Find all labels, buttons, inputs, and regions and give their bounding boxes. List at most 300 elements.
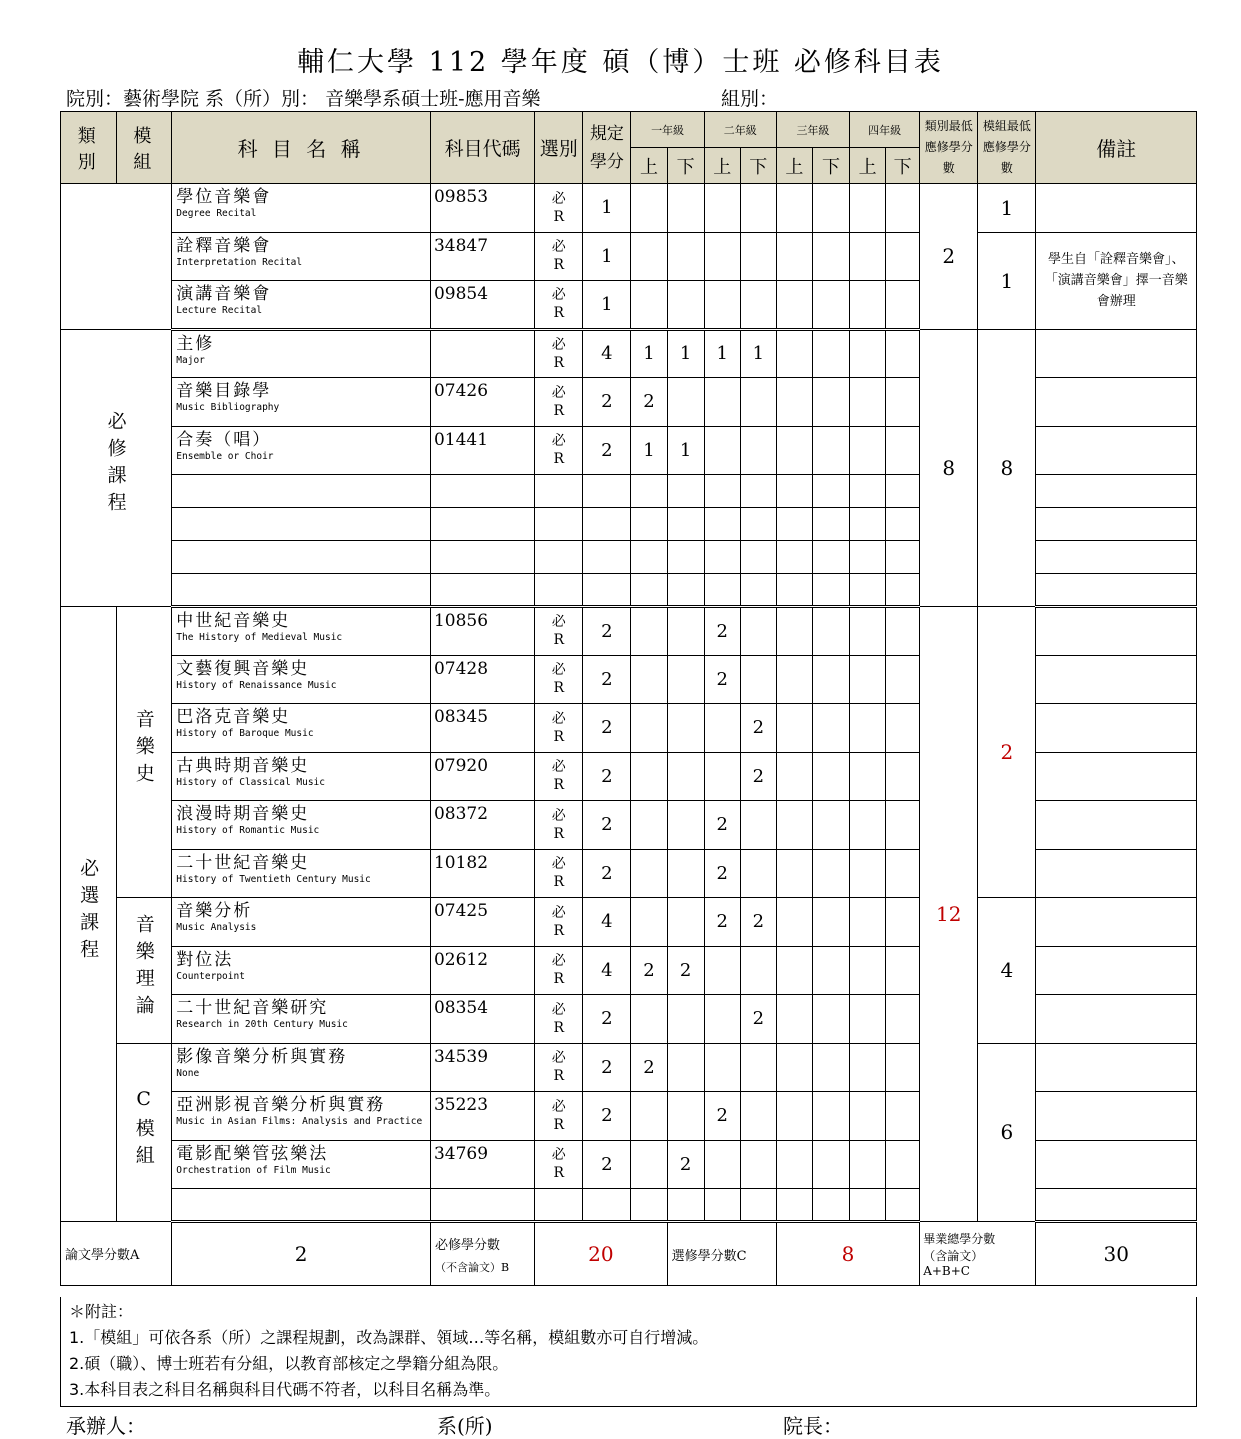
semester-credit	[886, 752, 920, 801]
semester-credit	[812, 378, 849, 427]
semester-credit	[776, 655, 812, 704]
course-name	[172, 426, 431, 475]
semester-credit: 2	[740, 995, 776, 1044]
empty-cell	[583, 475, 631, 508]
remark-cell	[1036, 1092, 1197, 1141]
remark-cell	[1036, 946, 1197, 995]
empty-cell	[430, 541, 534, 574]
credits: 2	[583, 752, 631, 801]
semester-credit	[667, 898, 704, 947]
module-min-credits: 4	[978, 898, 1036, 1044]
course-name-en: Counterpoint	[176, 970, 245, 982]
total-label-line: （含論文）	[923, 1248, 984, 1263]
credits: 2	[583, 655, 631, 704]
course-name-zh: 合奏（唱）	[176, 429, 272, 450]
select-type: 必 R	[535, 1092, 583, 1141]
header-year3: 三年級	[776, 112, 849, 148]
semester-credit	[812, 704, 849, 753]
semester-credit	[850, 1092, 886, 1141]
semester-credit	[850, 704, 886, 753]
semester-credit	[740, 1043, 776, 1092]
course-name-en: Degree Recital	[176, 208, 257, 219]
semester-credit	[740, 801, 776, 850]
course-name-en: None	[176, 1067, 200, 1079]
empty-cell	[172, 475, 431, 508]
semester-credit	[812, 752, 849, 801]
semester-credit	[850, 898, 886, 947]
group-label: 組別：	[721, 88, 779, 110]
semester-credit	[704, 946, 740, 995]
header-upper: 上	[704, 148, 740, 184]
select-type: 必 R	[535, 184, 583, 233]
empty-cell	[812, 508, 849, 541]
empty-cell	[535, 1189, 583, 1222]
credits: 2	[583, 1140, 631, 1189]
course-name-en: Ensemble or Choir	[176, 450, 274, 462]
empty-cell	[776, 1189, 812, 1222]
elective-credits-value: 8	[776, 1222, 919, 1286]
remark-cell	[1036, 378, 1197, 427]
course-name-zh: 音樂分析	[176, 901, 253, 921]
course-code: 02612	[430, 946, 534, 995]
semester-credit	[850, 946, 886, 995]
select-type: 必 R	[535, 378, 583, 427]
course-name-zh: 二十世紀音樂研究	[176, 998, 329, 1018]
semester-credit	[631, 704, 667, 753]
credits: 4	[583, 329, 631, 378]
semester-credit: 2	[740, 752, 776, 801]
semester-credit	[812, 898, 849, 947]
semester-credit	[740, 655, 776, 704]
course-code: 34769	[430, 1140, 534, 1189]
header-year1: 一年級	[631, 112, 704, 148]
total-credits-value: 30	[1036, 1222, 1197, 1286]
header-year4: 四年級	[850, 112, 920, 148]
semester-credit	[740, 1092, 776, 1141]
semester-credit	[812, 801, 849, 850]
empty-cell	[776, 475, 812, 508]
select-type: 必 R	[535, 752, 583, 801]
course-name-en: History of Renaissance Music	[176, 679, 337, 691]
semester-credit	[850, 232, 886, 281]
module-name-text: C模組	[132, 1087, 155, 1172]
note-item: 3.本科目表之科目名稱與科目代碼不符者，以科目名稱為準。	[69, 1380, 501, 1399]
select-type: 必 R	[535, 995, 583, 1044]
semester-credit: 2	[631, 946, 667, 995]
remark-cell	[1036, 508, 1197, 541]
semester-credit	[812, 1092, 849, 1141]
empty-cell	[631, 574, 667, 607]
course-name	[172, 655, 431, 704]
semester-credit: 2	[667, 946, 704, 995]
empty-cell	[535, 475, 583, 508]
empty-cell	[886, 574, 920, 607]
header-course-name: 科 目 名 稱	[172, 112, 431, 184]
course-code: 34539	[430, 1043, 534, 1092]
semester-credit	[704, 184, 740, 233]
semester-credit	[740, 849, 776, 898]
course-name-zh: 電影配樂管弦樂法	[176, 1143, 329, 1164]
course-name-en: The History of Medieval Music	[176, 632, 343, 643]
semester-credit	[886, 329, 920, 378]
required-credits-value: 20	[535, 1222, 667, 1286]
elective-credits-label: 選修學分數C	[667, 1222, 776, 1286]
course-name-zh: 音樂目錄學	[176, 381, 272, 401]
semester-credit	[667, 704, 704, 753]
semester-credit	[850, 329, 886, 378]
semester-credit	[667, 995, 704, 1044]
semester-credit	[886, 995, 920, 1044]
semester-credit	[704, 1043, 740, 1092]
credits: 2	[583, 849, 631, 898]
credits: 4	[583, 898, 631, 947]
semester-credit: 1	[667, 329, 704, 378]
empty-cell	[886, 541, 920, 574]
semester-credit	[667, 849, 704, 898]
module-name	[117, 898, 172, 1044]
header-module-text: 模組	[133, 125, 158, 173]
semester-credit	[704, 281, 740, 330]
semester-credit	[740, 426, 776, 475]
course-code: 35223	[430, 1092, 534, 1141]
total-credits-label	[920, 1222, 1036, 1286]
semester-credit	[667, 281, 704, 330]
select-type: 必 R	[535, 946, 583, 995]
semester-credit	[776, 704, 812, 753]
course-name	[172, 232, 431, 281]
module-name-text: 音樂史	[132, 709, 155, 790]
remark-cell	[1036, 1043, 1197, 1092]
semester-credit	[631, 1092, 667, 1141]
header-remarks: 備註	[1036, 112, 1197, 184]
remark-cell	[1036, 752, 1197, 801]
header-lower: 下	[740, 148, 776, 184]
course-name-en: History of Twentieth Century Music	[176, 873, 371, 885]
semester-credit	[740, 232, 776, 281]
semester-credit	[631, 607, 667, 656]
semester-credit: 1	[667, 426, 704, 475]
empty-cell	[430, 508, 534, 541]
empty-cell	[583, 508, 631, 541]
course-name	[172, 1092, 431, 1141]
notes-heading: ＊附註：	[69, 1302, 134, 1321]
semester-credit	[631, 801, 667, 850]
course-name	[172, 752, 431, 801]
empty-cell	[850, 574, 886, 607]
empty-cell	[704, 1189, 740, 1222]
header-category-text: 類別	[77, 125, 102, 173]
remark-cell	[1036, 329, 1197, 378]
semester-credit	[704, 752, 740, 801]
select-type: 必 R	[535, 655, 583, 704]
empty-cell	[704, 508, 740, 541]
header-lower: 下	[667, 148, 704, 184]
semester-credit	[631, 655, 667, 704]
remark-cell	[1036, 849, 1197, 898]
semester-credit	[886, 801, 920, 850]
remark-cell	[1036, 995, 1197, 1044]
semester-credit	[704, 378, 740, 427]
semester-credit	[850, 849, 886, 898]
course-name-zh: 對位法	[176, 949, 234, 970]
header-year2: 二年級	[704, 112, 776, 148]
course-name-en: Interpretation Recital	[176, 256, 303, 268]
curriculum-table	[60, 111, 1197, 1286]
semester-credit	[704, 995, 740, 1044]
select-type: 必 R	[535, 281, 583, 330]
header-credits-text: 規定學分	[589, 123, 624, 172]
semester-credit	[886, 849, 920, 898]
semester-credit: 2	[704, 801, 740, 850]
select-type: 必 R	[535, 1140, 583, 1189]
empty-cell	[583, 541, 631, 574]
semester-credit: 2	[704, 898, 740, 947]
semester-credit	[776, 607, 812, 656]
course-name-en: History of Classical Music	[176, 776, 325, 788]
semester-credit	[850, 1043, 886, 1092]
semester-credit	[776, 752, 812, 801]
semester-credit: 2	[704, 849, 740, 898]
required-label-line: 必修學分數	[434, 1237, 500, 1253]
course-name-zh: 學位音樂會	[176, 187, 272, 207]
category-required	[61, 329, 172, 607]
thesis-credits-label: 論文學分數A	[61, 1222, 172, 1286]
course-name	[172, 704, 431, 753]
course-code: 10856	[430, 607, 534, 656]
notes-box	[60, 1297, 1197, 1407]
course-name-en: Lecture Recital	[176, 305, 263, 316]
semester-credit	[776, 849, 812, 898]
credits: 2	[583, 1092, 631, 1141]
course-code: 07428	[430, 655, 534, 704]
semester-credit	[850, 752, 886, 801]
empty-cell	[740, 475, 776, 508]
semester-credit	[886, 184, 920, 233]
empty-cell	[704, 475, 740, 508]
semester-credit: 1	[704, 329, 740, 378]
empty-cell	[850, 1189, 886, 1222]
empty-cell	[886, 1189, 920, 1222]
semester-credit	[886, 281, 920, 330]
semester-credit	[667, 378, 704, 427]
semester-credit	[776, 1092, 812, 1141]
course-name-zh: 亞洲影視音樂分析與實務	[176, 1095, 386, 1115]
semester-credit	[812, 849, 849, 898]
category-min-credits: 8	[920, 329, 978, 607]
course-name-zh: 中世紀音樂史	[176, 611, 291, 631]
semester-credit	[812, 1043, 849, 1092]
module-min-credits: 1	[978, 184, 1036, 233]
remark-cell	[1036, 541, 1197, 574]
course-code: 07425	[430, 898, 534, 947]
semester-credit	[850, 281, 886, 330]
empty-cell	[740, 1189, 776, 1222]
page-title: 輔仁大學 112 學年度 碩（博）士班 必修科目表	[297, 47, 944, 78]
semester-credit	[850, 1140, 886, 1189]
course-name	[172, 329, 431, 378]
semester-credit: 2	[704, 1092, 740, 1141]
semester-credit	[850, 426, 886, 475]
course-name-en: History of Romantic Music	[176, 825, 320, 836]
course-name-en: Major	[176, 354, 205, 366]
header-upper: 上	[850, 148, 886, 184]
remark-cell	[1036, 475, 1197, 508]
course-name-en: Music Analysis	[176, 922, 257, 933]
empty-cell	[776, 541, 812, 574]
empty-cell	[886, 475, 920, 508]
course-code: 01441	[430, 426, 534, 475]
note-item: 2.碩（職）、博士班若有分組，以教育部核定之學籍分組為限。	[69, 1354, 509, 1373]
semester-credit	[631, 752, 667, 801]
empty-cell	[583, 574, 631, 607]
course-code: 09853	[430, 184, 534, 233]
semester-credit	[776, 426, 812, 475]
empty-cell	[172, 508, 431, 541]
semester-credit	[886, 898, 920, 947]
category-elective-required	[61, 607, 117, 1222]
semester-credit	[812, 655, 849, 704]
credits: 2	[583, 704, 631, 753]
empty-cell	[667, 508, 704, 541]
semester-credit	[667, 655, 704, 704]
semester-credit	[740, 946, 776, 995]
module-name	[117, 607, 172, 898]
category-min-credits: 2	[920, 184, 978, 330]
semester-credit	[776, 232, 812, 281]
module-min-credits: 2	[978, 607, 1036, 898]
semester-credit	[667, 752, 704, 801]
semester-credit	[776, 898, 812, 947]
course-name-zh: 主修	[176, 333, 215, 354]
header-select: 選別	[535, 112, 583, 184]
remark-cell	[1036, 574, 1197, 607]
semester-credit	[776, 1043, 812, 1092]
credits: 2	[583, 995, 631, 1044]
module-min-credits: 1	[978, 232, 1036, 329]
empty-cell	[850, 475, 886, 508]
empty-cell	[740, 574, 776, 607]
semester-credit	[886, 655, 920, 704]
semester-credit	[812, 1140, 849, 1189]
empty-cell	[740, 508, 776, 541]
course-name	[172, 607, 431, 656]
semester-credit	[776, 329, 812, 378]
course-name	[172, 946, 431, 995]
course-name-zh: 浪漫時期音樂史	[176, 804, 310, 824]
empty-cell	[535, 508, 583, 541]
empty-cell	[850, 508, 886, 541]
semester-credit	[667, 607, 704, 656]
semester-credit	[776, 801, 812, 850]
header-module	[117, 112, 172, 184]
course-name	[172, 281, 431, 330]
semester-credit	[886, 946, 920, 995]
empty-cell	[631, 541, 667, 574]
empty-cell	[704, 574, 740, 607]
semester-credit	[631, 232, 667, 281]
credits: 2	[583, 801, 631, 850]
course-code: 08372	[430, 801, 534, 850]
note-item: 1.「模組」可依各系（所）之課程規劃，改為課群、領域…等名稱，模組數亦可自行增減。	[69, 1328, 709, 1347]
empty-cell	[631, 508, 667, 541]
select-type: 必 R	[535, 1043, 583, 1092]
semester-credit	[886, 1140, 920, 1189]
semester-credit	[667, 232, 704, 281]
header-upper: 上	[776, 148, 812, 184]
course-code: 08345	[430, 704, 534, 753]
semester-credit	[886, 704, 920, 753]
credits: 2	[583, 378, 631, 427]
course-name-en: Music Bibliography	[176, 402, 280, 413]
semester-credit	[812, 995, 849, 1044]
remark-cell	[1036, 898, 1197, 947]
semester-credit: 2	[704, 607, 740, 656]
course-name	[172, 378, 431, 427]
semester-credit	[667, 1092, 704, 1141]
course-name-zh: 影像音樂分析與實務	[176, 1046, 348, 1067]
empty-cell	[583, 1189, 631, 1222]
semester-credit	[812, 184, 849, 233]
credits: 1	[583, 232, 631, 281]
required-label-sub: （不含論文）B	[434, 1260, 510, 1274]
semester-credit	[886, 607, 920, 656]
semester-credit	[886, 1043, 920, 1092]
empty-cell	[776, 574, 812, 607]
course-code: 34847	[430, 232, 534, 281]
credits: 2	[583, 1043, 631, 1092]
header-mod-min-text: 模組最低應修學分數	[982, 119, 1031, 175]
total-label-line: 畢業總學分數	[923, 1231, 996, 1246]
semester-credit	[667, 184, 704, 233]
course-name-zh: 詮釋音樂會	[176, 235, 272, 256]
course-code	[430, 329, 534, 378]
semester-credit	[812, 232, 849, 281]
module-min-credits: 8	[978, 329, 1036, 607]
empty-cell	[430, 1189, 534, 1222]
course-name-en: Music in Asian Films: Analysis and Practice	[176, 1116, 423, 1127]
semester-credit	[704, 704, 740, 753]
select-type: 必 R	[535, 607, 583, 656]
semester-credit	[850, 801, 886, 850]
semester-credit: 2	[740, 898, 776, 947]
remark-cell	[1036, 1189, 1197, 1222]
remark-cell	[1036, 426, 1197, 475]
empty-cell	[430, 475, 534, 508]
semester-credit	[631, 898, 667, 947]
semester-credit	[740, 281, 776, 330]
empty-cell	[850, 541, 886, 574]
select-type: 必 R	[535, 426, 583, 475]
header-category	[61, 112, 117, 184]
category-blank	[61, 184, 172, 330]
course-code: 07920	[430, 752, 534, 801]
course-name-zh: 二十世紀音樂史	[176, 852, 310, 873]
empty-cell	[667, 574, 704, 607]
course-name	[172, 801, 431, 850]
empty-cell	[740, 541, 776, 574]
select-type: 必 R	[535, 704, 583, 753]
semester-credit	[776, 281, 812, 330]
empty-cell	[704, 541, 740, 574]
credits: 2	[583, 426, 631, 475]
remark-cell	[1036, 1140, 1197, 1189]
semester-credit: 2	[740, 704, 776, 753]
remark-cell	[1036, 704, 1197, 753]
semester-credit	[850, 995, 886, 1044]
semester-credit	[812, 329, 849, 378]
select-type: 必 R	[535, 849, 583, 898]
empty-cell	[812, 574, 849, 607]
